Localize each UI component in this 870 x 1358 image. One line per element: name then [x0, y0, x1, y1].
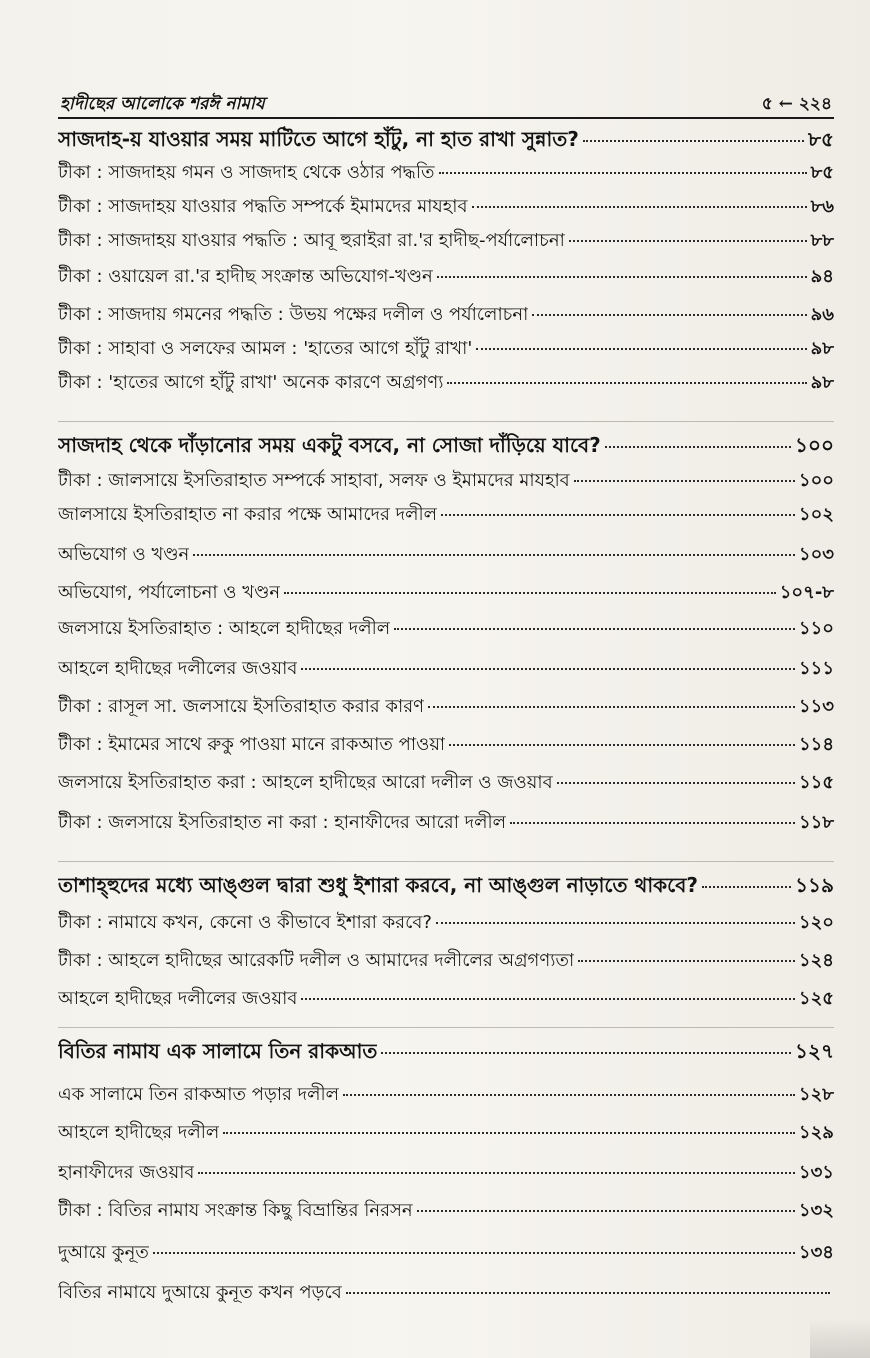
toc-entry — [58, 540, 834, 570]
toc-section-entry — [58, 1036, 834, 1066]
entry-page-number: ১১৯ — [795, 873, 834, 897]
toc-entry — [58, 466, 834, 496]
dot-leader — [381, 1052, 791, 1054]
toc-entry — [58, 768, 834, 798]
entry-title: টীকা : সাজদায় গমনের পদ্ধতি : উভয় পক্ষের দলীল ও পর্যালোচনা — [58, 304, 529, 325]
page-number: ৫ ← ২২৪ — [761, 94, 832, 114]
entry-page-number: ৮৫ — [808, 127, 834, 151]
toc-entry — [58, 1080, 834, 1110]
entry-page-number: ১১০ — [798, 618, 834, 639]
entry-title: জলসায়ে ইসতিরাহাত : আহলে হাদীছের দলীল — [58, 618, 391, 639]
dot-leader — [437, 276, 807, 278]
toc-entry — [58, 1158, 834, 1188]
entry-page-number: ১০২ — [798, 504, 834, 525]
dot-leader — [346, 1292, 830, 1294]
dot-leader — [569, 240, 807, 242]
entry-title: টীকা : সাজদাহয় যাওয়ার পদ্ধতি : আবূ হুরাইরা রা.'র হাদীছ-পর্যালোচনা — [58, 230, 565, 251]
dot-leader — [578, 960, 795, 962]
entry-title: অভিযোগ ও খণ্ডন — [58, 544, 190, 565]
dot-leader — [702, 886, 791, 888]
dot-leader — [447, 382, 806, 384]
entry-title: আহলে হাদীছের দলীলের জওয়াব — [58, 658, 298, 679]
entry-page-number: ১১৩ — [798, 696, 834, 717]
entry-page-number: ১১৫ — [798, 772, 834, 793]
dot-leader — [198, 1172, 794, 1174]
page-header — [60, 92, 832, 118]
entry-title: সাজদাহ থেকে দাঁড়ানোর সময় একটু বসবে, না সোজা দাঁড়িয়ে যাবে? — [58, 433, 601, 457]
toc-entry — [58, 368, 834, 398]
entry-title: এক সালামে তিন রাকআত পড়ার দলীল — [58, 1084, 340, 1105]
entry-page-number: ৮৮ — [810, 230, 834, 251]
entry-title: টীকা : নামাযে কখন, কেনো ও কীভাবে ইশারা করবে? — [58, 912, 432, 933]
entry-title: টীকা : ইমামের সাথে রুকু পাওয়া মানে রাকআত পাওয়া — [58, 734, 446, 755]
entry-page-number: ৮৫ — [810, 162, 834, 183]
dot-leader — [557, 782, 795, 784]
toc-entry — [58, 908, 834, 938]
dot-leader — [436, 922, 795, 924]
toc-entry — [58, 692, 834, 722]
entry-title: জালসায়ে ইসতিরাহাত না করার পক্ষে আমাদের দলীল — [58, 504, 438, 525]
entry-page-number: ৮৬ — [810, 196, 834, 217]
toc-entry — [58, 730, 834, 760]
entry-page-number: ১৩৪ — [798, 1242, 834, 1263]
toc-entry — [58, 300, 834, 330]
toc-entry — [58, 192, 834, 222]
dot-leader — [574, 480, 795, 482]
entry-page-number: ১০০ — [795, 433, 834, 457]
toc-entry — [58, 500, 834, 530]
entry-page-number: ১০৭-৮ — [779, 582, 834, 603]
dot-leader — [153, 1252, 795, 1254]
entry-page-number: ১২৭ — [795, 1039, 834, 1063]
entry-page-number: ৯৮ — [810, 338, 834, 359]
toc-section-entry — [58, 430, 834, 460]
dot-leader — [583, 140, 804, 142]
toc-entry — [58, 946, 834, 976]
header-rule — [58, 117, 834, 119]
section-divider — [58, 1027, 834, 1028]
entry-title: টীকা : সাজদাহয় গমন ও সাজদাহ থেকে ওঠার পদ্ধতি — [58, 162, 435, 183]
entry-title: টীকা : জালসায়ে ইসতিরাহাত সম্পর্কে সাহাবা, সলফ ও ইমামদের মাযহাব — [58, 470, 570, 491]
entry-title: সাজদাহ-য় যাওয়ার সময় মাটিতে আগে হাঁটু, না হাত রাখা সুন্নাত? — [58, 127, 579, 151]
toc-entry — [58, 1278, 834, 1308]
entry-title: টীকা : 'হাতের আগে হাঁটু রাখা' অনেক কারণে অগ্রগণ্য — [58, 372, 444, 393]
entry-page-number: ১২৮ — [798, 1084, 834, 1105]
entry-page-number: ১১১ — [798, 658, 834, 679]
entry-page-number: ১৩১ — [798, 1162, 834, 1183]
section-divider — [58, 421, 834, 422]
entry-title: জলসায়ে ইসতিরাহাত করা : আহলে হাদীছের আরো দলীল ও জওয়াব — [58, 772, 553, 793]
dot-leader — [476, 348, 806, 350]
dot-leader — [394, 628, 795, 630]
entry-page-number: ১৩২ — [798, 1200, 834, 1221]
toc-entry — [58, 654, 834, 684]
entry-title: টীকা : সাহাবা ও সলফের আমল : 'হাতের আগে হাঁটু রাখা' — [58, 338, 473, 359]
toc-section-entry — [58, 124, 834, 154]
toc-entry — [58, 158, 834, 188]
toc-entry — [58, 1196, 834, 1226]
entry-title: টীকা : বিতির নামায সংক্রান্ত কিছু বিভ্রান্তির নিরসন — [58, 1200, 413, 1221]
dot-leader — [343, 1094, 795, 1096]
dot-leader — [472, 206, 807, 208]
entry-page-number: ১০০ — [798, 470, 834, 491]
dot-leader — [284, 592, 776, 594]
entry-page-number: ৯৮ — [810, 372, 834, 393]
dot-leader — [301, 668, 795, 670]
toc-entry — [58, 614, 834, 644]
entry-title: টীকা : রাসূল সা. জলসায়ে ইসতিরাহাত করার কারণ — [58, 696, 425, 717]
dot-leader — [532, 314, 806, 316]
entry-title: হানাফীদের জওয়াব — [58, 1162, 195, 1183]
entry-title: আহলে হাদীছের দলীল — [58, 1122, 220, 1143]
toc-entry — [58, 578, 834, 608]
section-divider — [58, 861, 834, 862]
dot-leader — [605, 446, 791, 448]
toc-entry — [58, 1118, 834, 1148]
entry-title: আহলে হাদীছের দলীলের জওয়াব — [58, 988, 298, 1009]
entry-page-number: ১২৪ — [798, 950, 834, 971]
toc-entry — [58, 808, 834, 838]
entry-page-number: ১১৪ — [798, 734, 834, 755]
entry-page-number: ৯৬ — [810, 304, 834, 325]
toc-entry — [58, 1238, 834, 1268]
entry-page-number: ১২০ — [798, 912, 834, 933]
dot-leader — [510, 822, 795, 824]
entry-title: টীকা : ওয়ায়েল রা.'র হাদীছ সংক্রান্ত অভিযোগ-খণ্ডন — [58, 266, 433, 287]
entry-title: টীকা : জলসায়ে ইসতিরাহাত না করা : হানাফীদের আরো দলীল — [58, 812, 507, 833]
toc-entry — [58, 226, 834, 256]
entry-page-number: ১০৩ — [798, 544, 834, 565]
toc-entry — [58, 334, 834, 364]
dot-leader — [439, 172, 807, 174]
entry-page-number: ৯৪ — [810, 266, 834, 287]
entry-title: বিতির নামায এক সালামে তিন রাকআত — [58, 1039, 378, 1063]
entry-page-number: ১১৮ — [798, 812, 834, 833]
page-edge-shadow — [810, 1318, 870, 1358]
entry-title: বিতির নামাযে দুআয়ে কুনূত কখন পড়বে — [58, 1282, 342, 1303]
dot-leader — [223, 1132, 795, 1134]
entry-title: টীকা : আহলে হাদীছের আরেকটি দলীল ও আমাদের দলীলের অগ্রগণ্যতা — [58, 950, 575, 971]
dot-leader — [193, 554, 795, 556]
toc-section-entry — [58, 870, 834, 900]
dot-leader — [301, 998, 795, 1000]
entry-page-number: ১২৯ — [798, 1122, 834, 1143]
dot-leader — [428, 706, 795, 708]
entry-title: অভিযোগ, পর্যালোচনা ও খণ্ডন — [58, 582, 281, 603]
toc-entry — [58, 262, 834, 292]
dot-leader — [441, 514, 795, 516]
toc-entry — [58, 984, 834, 1014]
dot-leader — [417, 1210, 795, 1212]
entry-title: তাশাহ্হুদের মধ্যে আঙ্গুল দ্বারা শুধু ইশারা করবে, না আঙ্গুল নাড়াতে থাকবে? — [58, 873, 698, 897]
running-title: হাদীছের আলোকে শরঈ নামায — [60, 94, 265, 114]
dot-leader — [449, 744, 795, 746]
entry-title: দুআয়ে কুনূত — [58, 1242, 149, 1263]
entry-title: টীকা : সাজদাহয় যাওয়ার পদ্ধতি সম্পর্কে ইমামদের মাযহাব — [58, 196, 468, 217]
entry-page-number: ১২৫ — [798, 988, 834, 1009]
